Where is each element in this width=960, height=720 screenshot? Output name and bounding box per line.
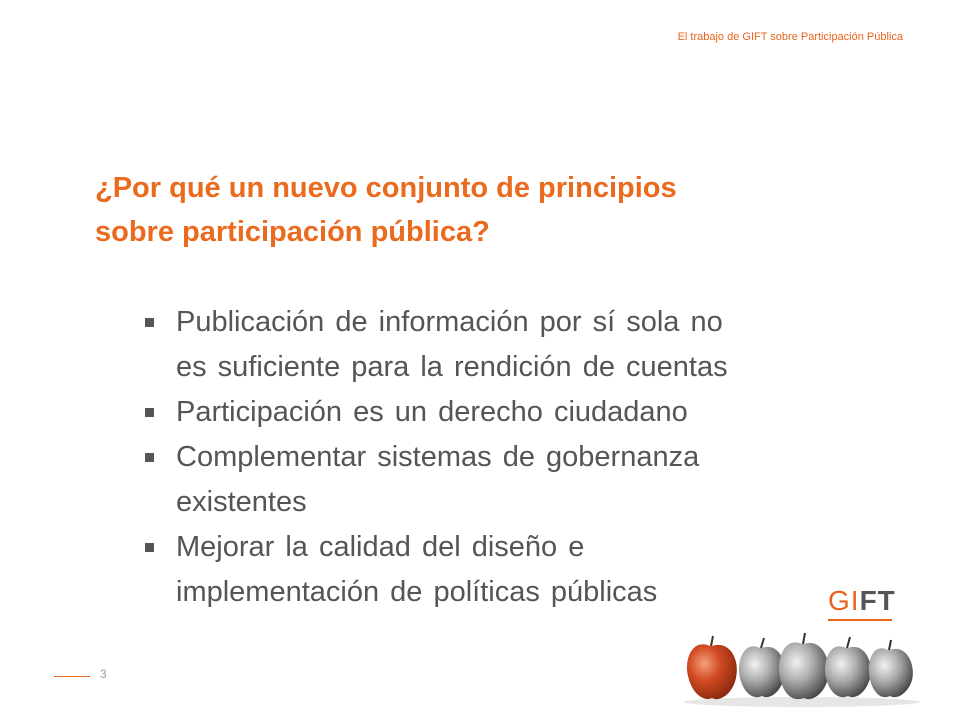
apples-image bbox=[680, 628, 925, 708]
bullet-item bbox=[143, 435, 883, 525]
header-text: El trabajo de GIFT sobre Participación Pública bbox=[677, 31, 903, 43]
gift-logo bbox=[828, 586, 898, 626]
bullet-line: existentes bbox=[176, 486, 307, 518]
bullet-item bbox=[143, 390, 883, 435]
apple-gray bbox=[779, 633, 829, 699]
logo-text-ft: FT bbox=[859, 585, 896, 616]
title-line-2: sobre participación pública? bbox=[95, 216, 490, 248]
bullet-line: Publicación de información por sí sola no bbox=[176, 306, 723, 338]
bullet-line: Participación es un derecho ciudadano bbox=[176, 396, 688, 428]
bullet-line: es suficiente para la rendición de cuentas bbox=[176, 351, 728, 383]
apple-gray bbox=[869, 640, 913, 697]
bullet-line: Mejorar la calidad del diseño e bbox=[176, 531, 585, 563]
logo-text-gi: GI bbox=[828, 585, 860, 616]
footer-divider bbox=[54, 676, 90, 677]
apple-gray bbox=[825, 637, 871, 697]
apple-gray bbox=[739, 638, 785, 697]
slide-title bbox=[95, 166, 875, 254]
bullet-item bbox=[143, 300, 883, 390]
bullet-list bbox=[143, 300, 883, 615]
logo-underline bbox=[828, 619, 892, 621]
bullet-line: implementación de políticas públicas bbox=[176, 576, 658, 608]
bullet-line: Complementar sistemas de gobernanza bbox=[176, 441, 700, 473]
apple-red bbox=[687, 636, 737, 699]
logo-text bbox=[828, 586, 898, 616]
bullet-item bbox=[143, 525, 883, 615]
square-bullet-icon bbox=[145, 318, 154, 327]
title-line-1: ¿Por qué un nuevo conjunto de principios bbox=[95, 172, 677, 204]
square-bullet-icon bbox=[145, 408, 154, 417]
square-bullet-icon bbox=[145, 453, 154, 462]
page-number: 3 bbox=[100, 667, 107, 681]
square-bullet-icon bbox=[145, 543, 154, 552]
